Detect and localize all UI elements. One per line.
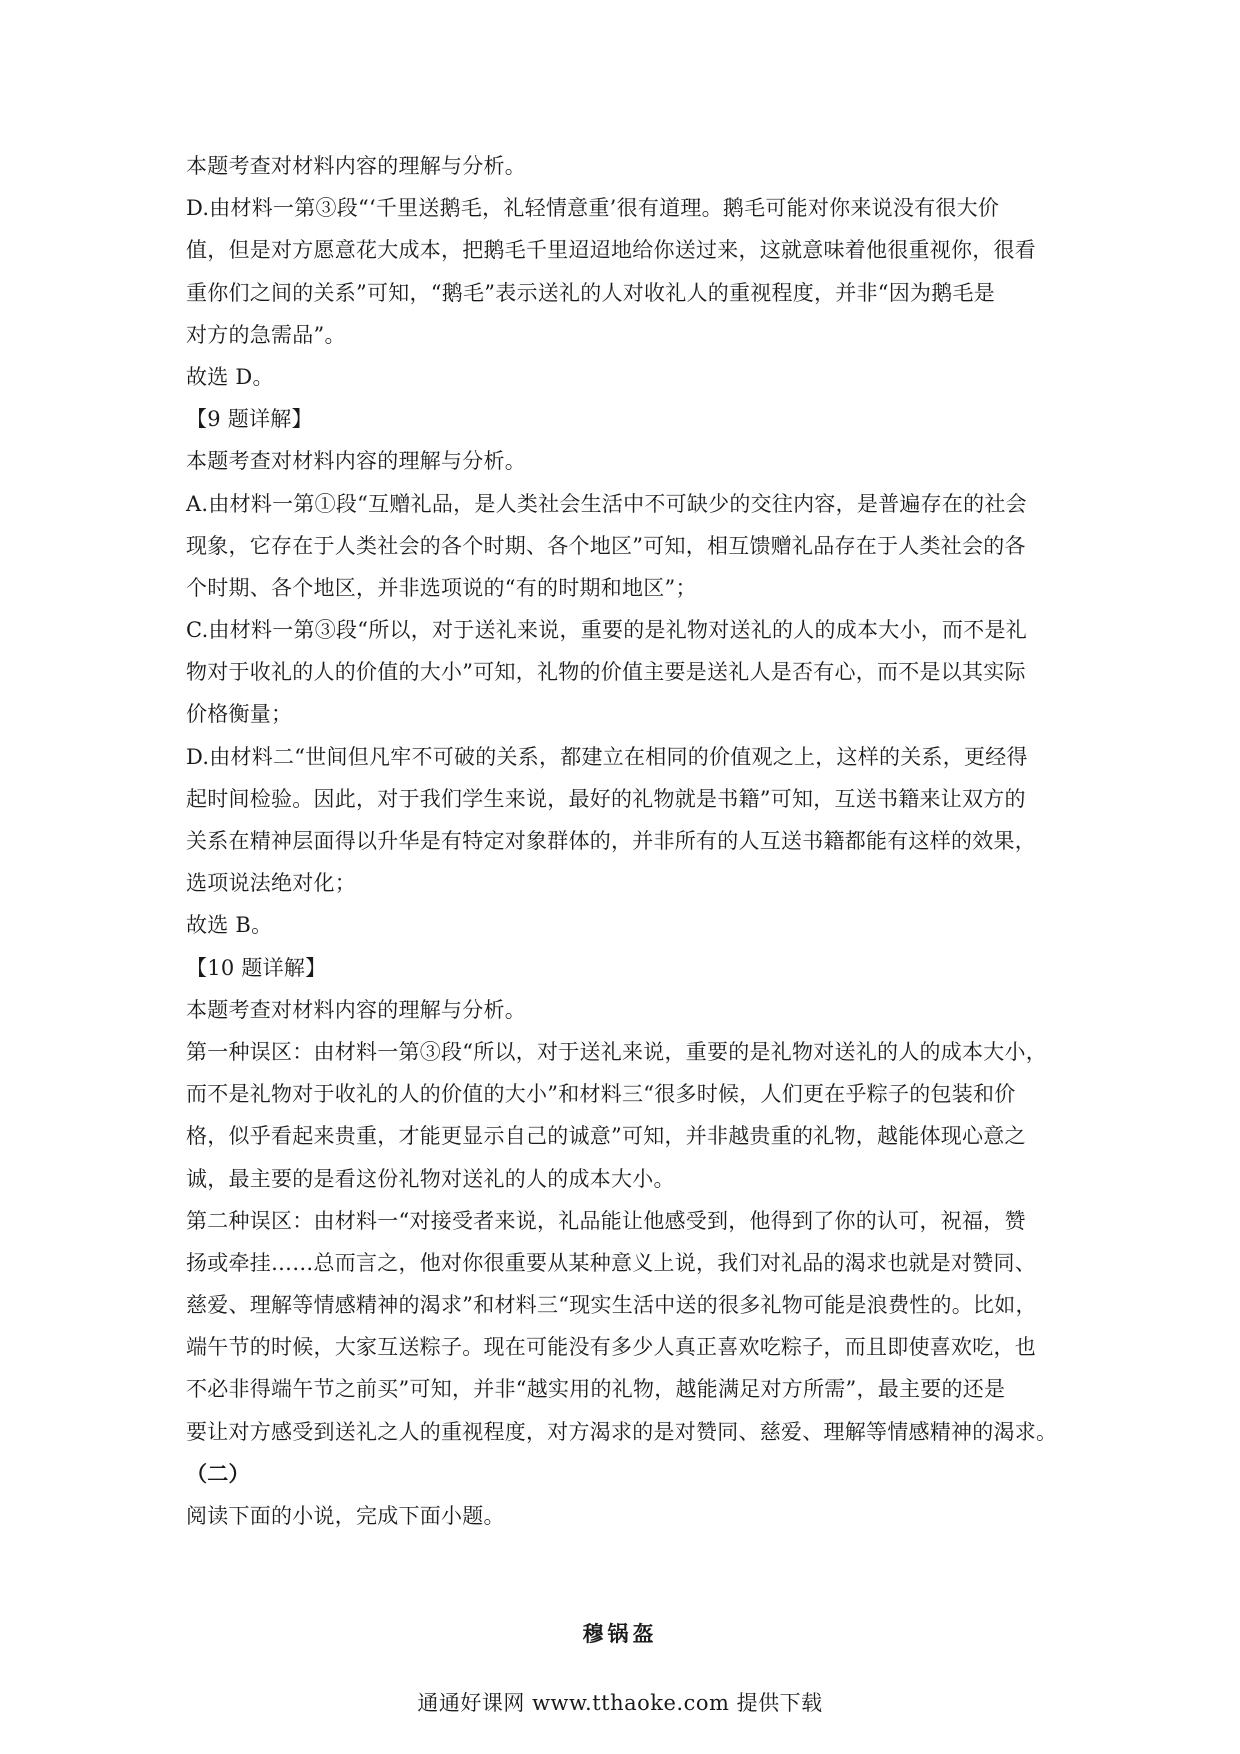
story-title: 穆锅盔 (582, 1621, 658, 1646)
text-line: 端午节的时候，大家互送粽子。现在可能没有多少人真正喜欢吃粽子，而且即使喜欢吃，也 (186, 1335, 1036, 1360)
text-line: 个时期、各个地区，并非选项说的“有的时期和地区”； (186, 575, 697, 600)
text-line: 对方的急需品”。 (186, 322, 346, 347)
text-line: A.由材料一第①段“互赠礼品，是人类社会生活中不可缺少的交往内容，是普遍存在的社会 (186, 491, 1027, 516)
text-line: 重你们之间的关系”可知，“鹅毛”表示送礼的人对收礼人的重视程度，并非“因为鹅毛是 (186, 280, 995, 305)
answer-line: 故选 D。 (186, 364, 274, 389)
text-line: 价格衡量； (186, 702, 293, 727)
page-footer: 通通好课网 www.tthaoke.com 提供下载 (417, 1691, 823, 1715)
document-body (186, 145, 1068, 1537)
text-line: 本题考查对材料内容的理解与分析。 (186, 154, 526, 178)
text-line: 不必非得端午节之前买”可知，并非“越实用的礼物，越能满足对方所需”，最主要的还是 (186, 1377, 1006, 1402)
text-line: 本题考查对材料内容的理解与分析。 (186, 449, 526, 474)
text-line: 选项说法绝对化； (186, 871, 356, 896)
text-line: 物对于收礼的人的价值的大小”可知，礼物的价值主要是送礼人是否有心，而不是以其实际 (186, 660, 1026, 685)
text-line: 本题考查对材料内容的理解与分析。 (186, 997, 526, 1022)
answer-line: 故选 B。 (186, 913, 273, 938)
text-line: 扬或牵挂……总而言之，他对你很重要从某种意义上说，我们对礼品的渴求也就是对赞同、 (186, 1250, 1036, 1275)
text-line: D.由材料一第③段“‘千里送鹅毛，礼轻情意重’很有道理。鹅毛可能对你来说没有很大价 (186, 196, 1000, 221)
text-line: 第二种误区：由材料一“对接受者来说，礼品能让他感受到，他得到了你的认可，祝福，赞 (186, 1208, 1026, 1233)
text-line: 现象，它存在于人类社会的各个时期、各个地区”可知，相互馈赠礼品存在于人类社会的各 (186, 533, 1026, 558)
text-line: C.由材料一第③段“所以，对于送礼来说，重要的是礼物对送礼的人的成本大小，而不是礼 (186, 618, 1027, 643)
text-line: 而不是礼物对于收礼的人的价值的大小”和材料三“很多时候，人们更在乎粽子的包装和价 (186, 1082, 1016, 1107)
text-line: D.由材料二“世间但凡牢不可破的关系，都建立在相同的价值观之上，这样的关系，更经得 (186, 744, 1028, 769)
text-line: 第一种误区：由材料一第③段“所以，对于送礼来说，重要的是礼物对送礼的人的成本大小， (186, 1039, 1047, 1064)
part-heading: （二） (186, 1460, 250, 1486)
text-line: 起时间检验。因此，对于我们学生来说，最好的礼物就是书籍”可知，互送书籍来让双方的 (186, 786, 1026, 811)
section-heading: 【9 题详解】 (186, 407, 313, 432)
instruction-line: 阅读下面的小说，完成下面小题。 (186, 1504, 505, 1528)
text-line: 要让对方感受到送礼之人的重视程度，对方渴求的是对赞同、慈爱、理解等情感精神的渴求。 (186, 1419, 1058, 1444)
text-line: 慈爱、理解等情感精神的渴求”和材料三“现实生活中送的很多礼物可能是浪费性的。比如， (186, 1293, 1037, 1318)
text-line: 诚，最主要的是看这份礼物对送礼的人的成本大小。 (186, 1166, 675, 1191)
text-line: 值，但是对方愿意花大成本，把鹅毛千里迢迢地给你送过来，这就意味着他很重视你，很看 (186, 238, 1036, 263)
text-line: 格，似乎看起来贵重，才能更显示自己的诚意”可知，并非越贵重的礼物，越能体现心意之 (186, 1124, 1026, 1149)
text-line: 关系在精神层面得以升华是有特定对象群体的，并非所有的人互送书籍都能有这样的效果， (186, 829, 1036, 853)
section-heading: 【10 题详解】 (186, 955, 327, 980)
